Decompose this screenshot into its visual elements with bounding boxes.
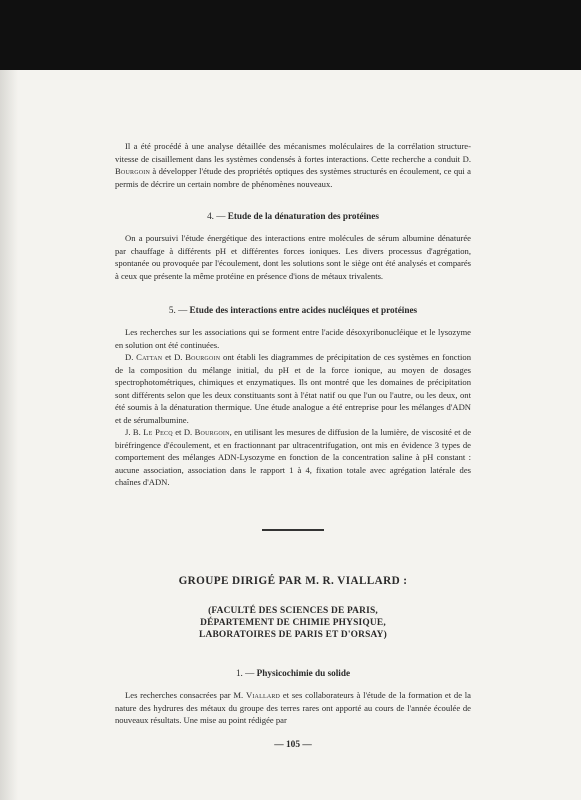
section-5-heading: 5. — Etude des interactions entre acides nucléiques et protéines — [168, 305, 418, 315]
page-number: — 105 — — [274, 739, 312, 750]
author-name: Bourgoin — [185, 352, 221, 362]
group-affiliation: (FACULTÉ DES SCIENCES DE PARIS, DÉPARTEMENT DE CHIMIE PHYSIQUE, LABORATOIRES DE PARIS ET D'ORSAY) — [199, 606, 387, 640]
author-name: Le Pecq — [143, 427, 173, 437]
section-5-paragraph-3: J. B. Le Pecq et D. Bourgoin, en utilisant les mesures de diffusion de la lumière, de viscosité et de biréfringence d'écoulement, et en fractionnant par ultracentrifugation, ont mis en évidence 3 types de comportement des mélanges ADN-Lysozyme en fonction de la concentration saline à pH constant : aucune association, association dans le rapport 1 à 4, fixation totale avec agrégation latérale des chaînes d'ADN. — [115, 427, 472, 487]
scan-top-border — [0, 0, 581, 74]
section-divider-rule — [262, 529, 324, 531]
group-title: GROUPE DIRIGÉ PAR M. R. VIALLARD : — [178, 574, 408, 587]
section-1-paragraph: Les recherches consacrées par M. Viallard et ses collaborateurs à l'étude de la formation et de la nature des hydrures des métaux du groupe des terres rares ont apporté au cours de l'année écoulée de nouveaux résultats. Une mise au point rédigée par — [115, 690, 471, 725]
author-name: Bourgoin — [115, 166, 150, 176]
intro-paragraph: Il a été procédé à une analyse détaillée des mécanismes moléculaires de la corrélation structure-vitesse de cisaillement dans les systèmes condensés à fortes interactions. Cette recherche a conduit D. Bourgoin à développer l'étude des propriétés optiques des systèmes structurés en écoulement, ce qui a permis de décrire un certain nombre de phénomènes nouveaux. — [115, 141, 471, 189]
section-4-heading: 4. — Etude de la dénaturation des protéines — [207, 211, 379, 221]
section-5-paragraph-1: Les recherches sur les associations qui se forment entre l'acide désoxyribonucléique et le lysozyme en solution ont été continuées. — [115, 327, 471, 350]
section-1-heading: 1. — Physicochimie du solide — [235, 668, 351, 678]
author-name: Viallard — [245, 690, 281, 700]
section-4-paragraph: On a poursuivi l'étude énergétique des interactions entre molécules de sérum albumine dénaturée par chauffage à différents pH et différentes forces ioniques. Les divers processus d'agrégation, spontanée ou provoquée par l'écoulement, dont les solutions sont le siège ont été analysés et comparés à ceux que présente la même protéine en présence d'ions de métaux trivalents. — [115, 233, 471, 281]
author-name: Cattan — [136, 352, 163, 362]
page-content — [115, 140, 471, 751]
section-5-paragraph-2: D. Cattan et D. Bourgoin ont établi les diagrammes de précipitation de ces systèmes en fonction de la composition du mélange initial, du pH et de la force ionique, au moyen de dosages spectrophotométriques, chimiques et enzymatiques. Ils ont montré que les domaines de précipitation sont différents selon que les deux constituants sont à l'état natif ou que l'un ou l'autre, ou les deux, ont été soumis à la dénaturation thermique. Une étude analogue a été entreprise pour les mélanges d'ADN et de sérumalbumine. — [115, 352, 471, 425]
author-name: Bourgoin — [194, 427, 230, 437]
page-gutter-shadow — [0, 70, 18, 800]
